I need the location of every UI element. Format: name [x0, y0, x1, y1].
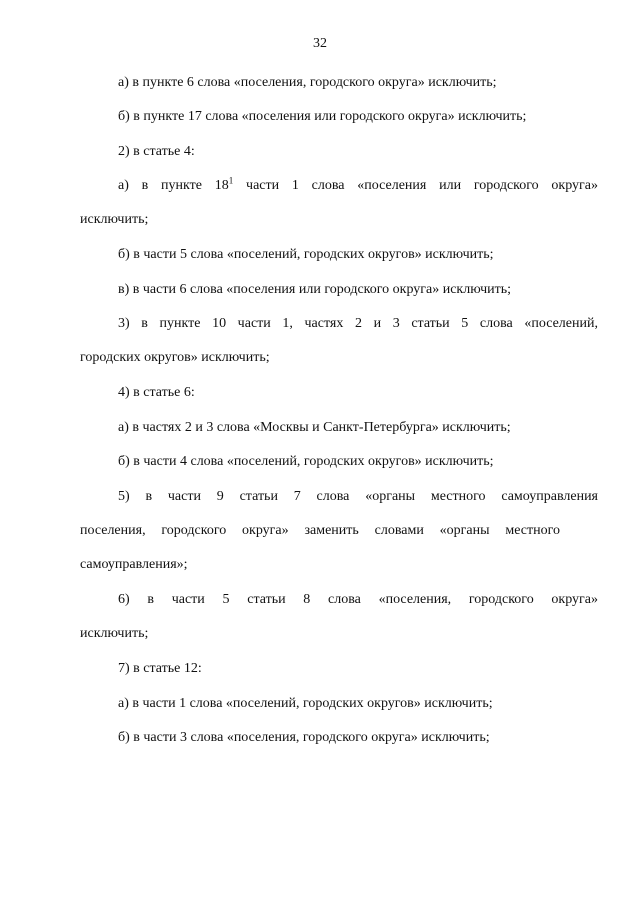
paragraph-5: б) в части 5 слова «поселений, городских округов» исключить;: [118, 247, 494, 262]
paragraph-11-line-3: самоуправления»;: [80, 557, 188, 572]
paragraph-4-text-end: части 1 слова «поселения или городского округа»: [233, 178, 599, 193]
paragraph-11-line-1: 5) в части 9 статьи 7 слова «органы местного самоуправления: [118, 489, 598, 504]
superscript: 1: [228, 175, 234, 186]
paragraph-2: б) в пункте 17 слова «поселения или городского округа» исключить;: [118, 109, 527, 124]
paragraph-6: в) в части 6 слова «поселения или городского округа» исключить;: [118, 282, 512, 297]
paragraph-8: 4) в статье 6:: [118, 385, 195, 400]
paragraph-4-line-1: [80, 176, 598, 196]
paragraph-1: а) в пункте 6 слова «поселения, городского округа» исключить;: [118, 75, 497, 90]
paragraph-14: а) в части 1 слова «поселений, городских округов» исключить;: [118, 696, 493, 711]
paragraph-4-text-start: а) в пункте 18: [118, 178, 229, 193]
paragraph-3: 2) в статье 4:: [118, 144, 195, 159]
paragraph-7-line-2: городских округов» исключить;: [80, 350, 270, 365]
paragraph-4-line-2: исключить;: [80, 212, 149, 227]
paragraph-11-line-2: поселения, городского округа» заменить словами «органы местного: [80, 523, 560, 538]
paragraph-13: 7) в статье 12:: [118, 661, 202, 676]
page-number: 32: [313, 36, 327, 51]
paragraph-7-line-1: 3) в пункте 10 части 1, частях 2 и 3 статьи 5 слова «поселений,: [118, 316, 598, 331]
paragraph-10: б) в части 4 слова «поселений, городских округов» исключить;: [118, 454, 494, 469]
paragraph-9: а) в частях 2 и 3 слова «Москвы и Санкт-Петербурга» исключить;: [118, 420, 511, 435]
paragraph-15: б) в части 3 слова «поселения, городского округа» исключить;: [118, 730, 490, 745]
paragraph-12-line-1: 6) в части 5 статьи 8 слова «поселения, городского округа»: [118, 592, 598, 607]
paragraph-12-line-2: исключить;: [80, 626, 149, 641]
